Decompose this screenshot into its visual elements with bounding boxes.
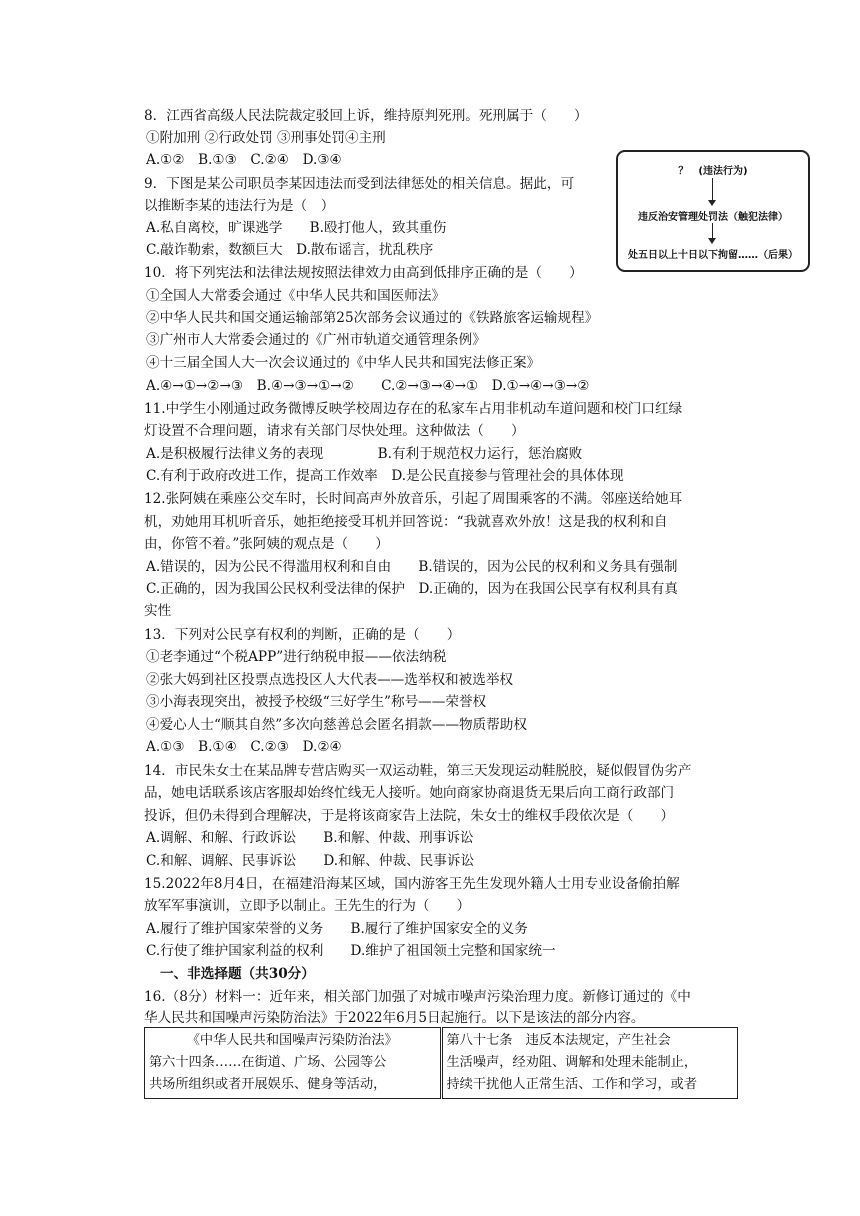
- q10-option-3: ③广州市人大常委会通过的《广州市轨道交通管理条例》: [146, 332, 486, 348]
- table-row: [145, 1028, 738, 1099]
- q12-stem-line2: 机，劝她用耳机听音乐，她拒绝接受耳机并回答说：“我就喜欢外放！这是我的权利和自: [144, 514, 668, 530]
- q9-stem-line1: 9．下图是某公司职员李某因违法而受到法律惩处的相关信息。据此，可: [144, 176, 575, 192]
- q9-choices-cd: C.敲诈勒索，数额巨大 D.散布谣言，扰乱秩序: [146, 242, 434, 258]
- q14-stem-line2: 品，她电话联系该店客服却始终忙线无人接听。她向商家协商退货无果后向工商行政部门: [144, 785, 675, 801]
- q10-option-1: ①全国人大常委会通过《中华人民共和国医师法》: [146, 288, 446, 304]
- q14-choices-cd: C.和解、调解、民事诉讼 D.和解、仲裁、民事诉讼: [146, 853, 475, 869]
- q11-choices-ab: A.是积极履行法律义务的表现 B.有利于规范权力运行，惩治腐败: [146, 446, 583, 462]
- q9-choices-ab: A.私自离校，旷课逃学 B.殴打他人，致其重伤: [146, 220, 447, 236]
- q12-choices-tail: 实性: [144, 603, 172, 619]
- q14-choices-ab: A.调解、和解、行政诉讼 B.和解、仲裁、刑事诉讼: [146, 830, 474, 846]
- flow-consequence-label: 处五日以上十日以下拘留……（后果）: [628, 250, 798, 261]
- law-right-line3: 持续干扰他人正常生活、工作和学习，或者: [446, 1077, 698, 1092]
- q13-option-1: ①老李通过“个税APP”进行纳税申报——依法纳税: [146, 649, 447, 665]
- q16-stem-line1: 16.（8分）材料一：近年来，相关部门加强了对城市噪声污染治理力度。新修订通过的《中: [144, 989, 691, 1005]
- law-right-cell: [441, 1028, 738, 1099]
- q13-stem: 13．下列对公民享有权利的判断，正确的是（ ）: [144, 627, 461, 643]
- q15-stem-line1: 15.2022年8月4日，在福建沿海某区域，国内游客王先生发现外籍人士用专业设备偷拍解: [144, 876, 680, 892]
- q12-choices-ab: A.错误的，因为公民不得滥用权利和自由 B.错误的，因为公民的权利和义务具有强制: [146, 559, 678, 575]
- law-left-line2: 第六十四条……在街道、广场、公园等公: [149, 1055, 387, 1070]
- q11-stem-line2: 灯设置不合理问题，请求有关部门尽快处理。这种做法（ ）: [144, 423, 525, 439]
- q12-stem-line3: 由，你管不着。”张阿姨的观点是（ ）: [144, 536, 389, 552]
- flow-violation-label: ？ (违法行为): [678, 166, 748, 177]
- q13-choices: A.①③ B.①④ C.②③ D.②④: [146, 739, 342, 755]
- law-left-cell: [145, 1028, 442, 1099]
- q10-option-4: ④十三届全国人大一次会议通过的《中华人民共和国宪法修正案》: [146, 355, 541, 371]
- q15-choices-ab: A.履行了维护国家荣誉的义务 B.履行了维护国家安全的义务: [146, 921, 528, 937]
- q13-option-3: ③小海表现突出，被授予校级“三好学生”称号——荣誉权: [146, 694, 487, 710]
- q14-stem-line3: 投诉，但仍未得到合理解决，于是将该商家告上法院，朱女士的维权手段依次是（ ）: [144, 808, 675, 824]
- law-left-line3: 共场所组织或者开展娱乐、健身等活动，: [149, 1077, 387, 1092]
- q15-stem-line2: 放军军事演训，立即予以制止。王先生的行为（ ）: [144, 898, 471, 914]
- flow-arrowhead-1: [708, 200, 716, 206]
- q10-choices: A.④→①→②→③ B.④→③→①→② C.②→③→④→① D.①→④→③→②: [146, 378, 590, 394]
- law-right-line1: 第八十七条 违反本法规定，产生社会: [446, 1033, 671, 1048]
- q13-option-4: ④爱心人士“顺其自然”多次向慈善总会匿名捐款——物质帮助权: [146, 717, 527, 733]
- q8-options: ①附加刑 ②行政处罚 ③刑事处罚④主刑: [146, 130, 386, 146]
- flow-law-label: 违反治安管理处罚法（触犯法律）: [638, 212, 788, 223]
- law-title: 《中华人民共和国噪声污染防治法》: [186, 1033, 398, 1048]
- q11-stem-line1: 11.中学生小刚通过政务微博反映学校周边存在的私家车占用非机动车道问题和校门口红绿: [144, 401, 683, 417]
- q11-choices-cd: C.有利于政府改进工作，提高工作效率 D.是公民直接参与管理社会的具体体现: [146, 468, 624, 484]
- q14-stem-line1: 14．市民朱女士在某品牌专营店购买一双运动鞋，第三天发现运动鞋脱胶，疑似假冒伪劣产: [144, 763, 692, 779]
- q12-stem-line1: 12.张阿姨在乘座公交车时，长时间高声外放音乐，引起了周围乘客的不满。邻座送给她耳: [144, 491, 683, 507]
- flow-arrowhead-2: [708, 238, 716, 244]
- q10-option-2: ②中华人民共和国交通运输部第25次部务会议通过的《铁路旅客运输规程》: [146, 310, 599, 326]
- section-heading: 一、非选择题（共30分）: [160, 966, 315, 982]
- q16-law-table: [144, 1027, 738, 1099]
- q8-stem: 8．江西省高级人民法院裁定驳回上诉，维持原判死刑。死刑属于（ ）: [144, 108, 588, 124]
- q9-stem-line2: 以推断李某的违法行为是（ ）: [144, 198, 335, 214]
- q13-option-2: ②张大妈到社区投票点选投区人大代表——选举权和被选举权: [146, 672, 514, 688]
- q16-stem-line2: 华人民共和国噪声污染防治法》于2022年6月5日起施行。以下是该法的部分内容。: [144, 1010, 645, 1026]
- q15-choices-cd: C.行使了维护国家利益的权利 D.维护了祖国领土完整和国家统一: [146, 943, 556, 959]
- q12-choices-cd: C.正确的，因为我国公民权利受法律的保护 D.正确的，因为在我国公民享有权利具有真: [146, 581, 678, 597]
- flow-arrow-1: [712, 178, 713, 202]
- q9-flow-diagram: [616, 150, 810, 272]
- q10-stem: 10．将下列宪法和法律法规按照法律效力由高到低排序正确的是（ ）: [144, 265, 583, 281]
- law-right-line2: 生活噪声，经劝阻、调解和处理未能制止，: [446, 1055, 698, 1070]
- q8-choices: A.①② B.①③ C.②④ D.③④: [146, 152, 342, 168]
